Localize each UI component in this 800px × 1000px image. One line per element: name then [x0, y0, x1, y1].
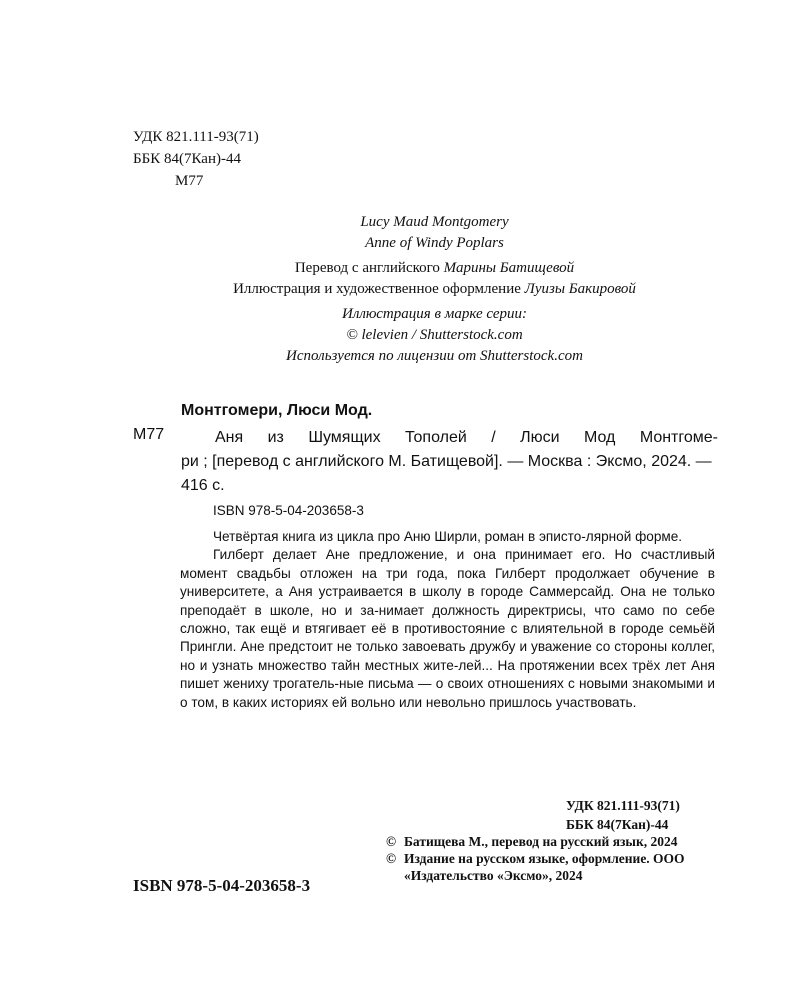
annotation-paragraph-1: Четвёртая книга из цикла про Аню Ширли, роман в эписто-лярной форме.	[213, 529, 683, 544]
annotation-paragraph-2: Гилберт делает Ане предложение, и она принимает его. Но счастливый момент свадьбы отложен на три года, пока Гилберт продолжает обучение в университете, а Аня устраивается в школу в городе Саммерсайд. Она не только преподаёт в школе, но и за-нимает должность директрисы, что само по себе сложно, так ещё и втягивает её в противостояние с влиятельной в городе семьёй Прингли. Ане предстоит не только завоевать дружбу и уважение со стороны коллег, но и узнать множество тайн местных жите-лей... На протяжении всех трёх лет Аня пишет жениху трогатель-ные письма — о своих отношениях с новыми знакомыми и о том, в каких историях ей вольно или невольно пришлось участвовать.	[180, 547, 715, 710]
udk-block-top	[133, 126, 259, 192]
original-author: Lucy Maud Montgomery	[360, 214, 509, 230]
copyright-block	[386, 833, 726, 884]
series-mark-credit: © lelevien / Shutterstock.com	[346, 327, 523, 343]
isbn-bottom: ISBN 978-5-04-203658-3	[133, 876, 311, 895]
author-mark: М77	[175, 173, 204, 189]
translator-name: Марины Батищевой	[443, 260, 575, 276]
series-mark-label: Иллюстрация в марке серии:	[341, 306, 527, 322]
license-note: Используется по лицензии от Shutterstock.com	[286, 348, 583, 364]
illustration-credit: Иллюстрация и художественное оформление Луизы Бакировой	[233, 281, 636, 297]
udk-code: УДК 821.111-93(71)	[133, 129, 259, 145]
illustrator-name: Луизы Бакировой	[524, 281, 636, 297]
isbn-record: ISBN 978-5-04-203658-3	[213, 503, 364, 518]
copyright-symbol: ©	[386, 851, 397, 866]
annotation	[180, 528, 715, 712]
author-heading: Монтгомери, Люси Мод.	[181, 402, 373, 419]
bibliographic-title-line: Аня из Шумящих Тополей / Люси Мод Монтгоме-	[215, 429, 718, 446]
copyright-edition: © Издание на русском языке, оформление. ООО «Издательство «Эксмо», 2024	[386, 851, 685, 883]
udk-block-bottom	[566, 796, 680, 834]
bibliographic-description: ри ; [перевод с английского М. Батищевой]. — Москва : Эксмо, 2024. — 416 с.	[181, 453, 712, 494]
bibliographic-mark: М77	[133, 426, 165, 443]
original-title: Anne of Windy Poplars	[365, 235, 504, 251]
bbk-code-bottom: ББК 84(7Кан)-44	[566, 817, 669, 832]
credits-block	[0, 212, 800, 367]
translation-credit: Перевод с английского Марины Батищевой	[294, 260, 575, 276]
copyright-symbol: ©	[386, 834, 397, 849]
copyright-translation: © Батищева М., перевод на русский язык, 2024	[386, 834, 678, 849]
bbk-code: ББК 84(7Кан)-44	[133, 151, 241, 167]
udk-code-bottom: УДК 821.111-93(71)	[566, 798, 680, 813]
